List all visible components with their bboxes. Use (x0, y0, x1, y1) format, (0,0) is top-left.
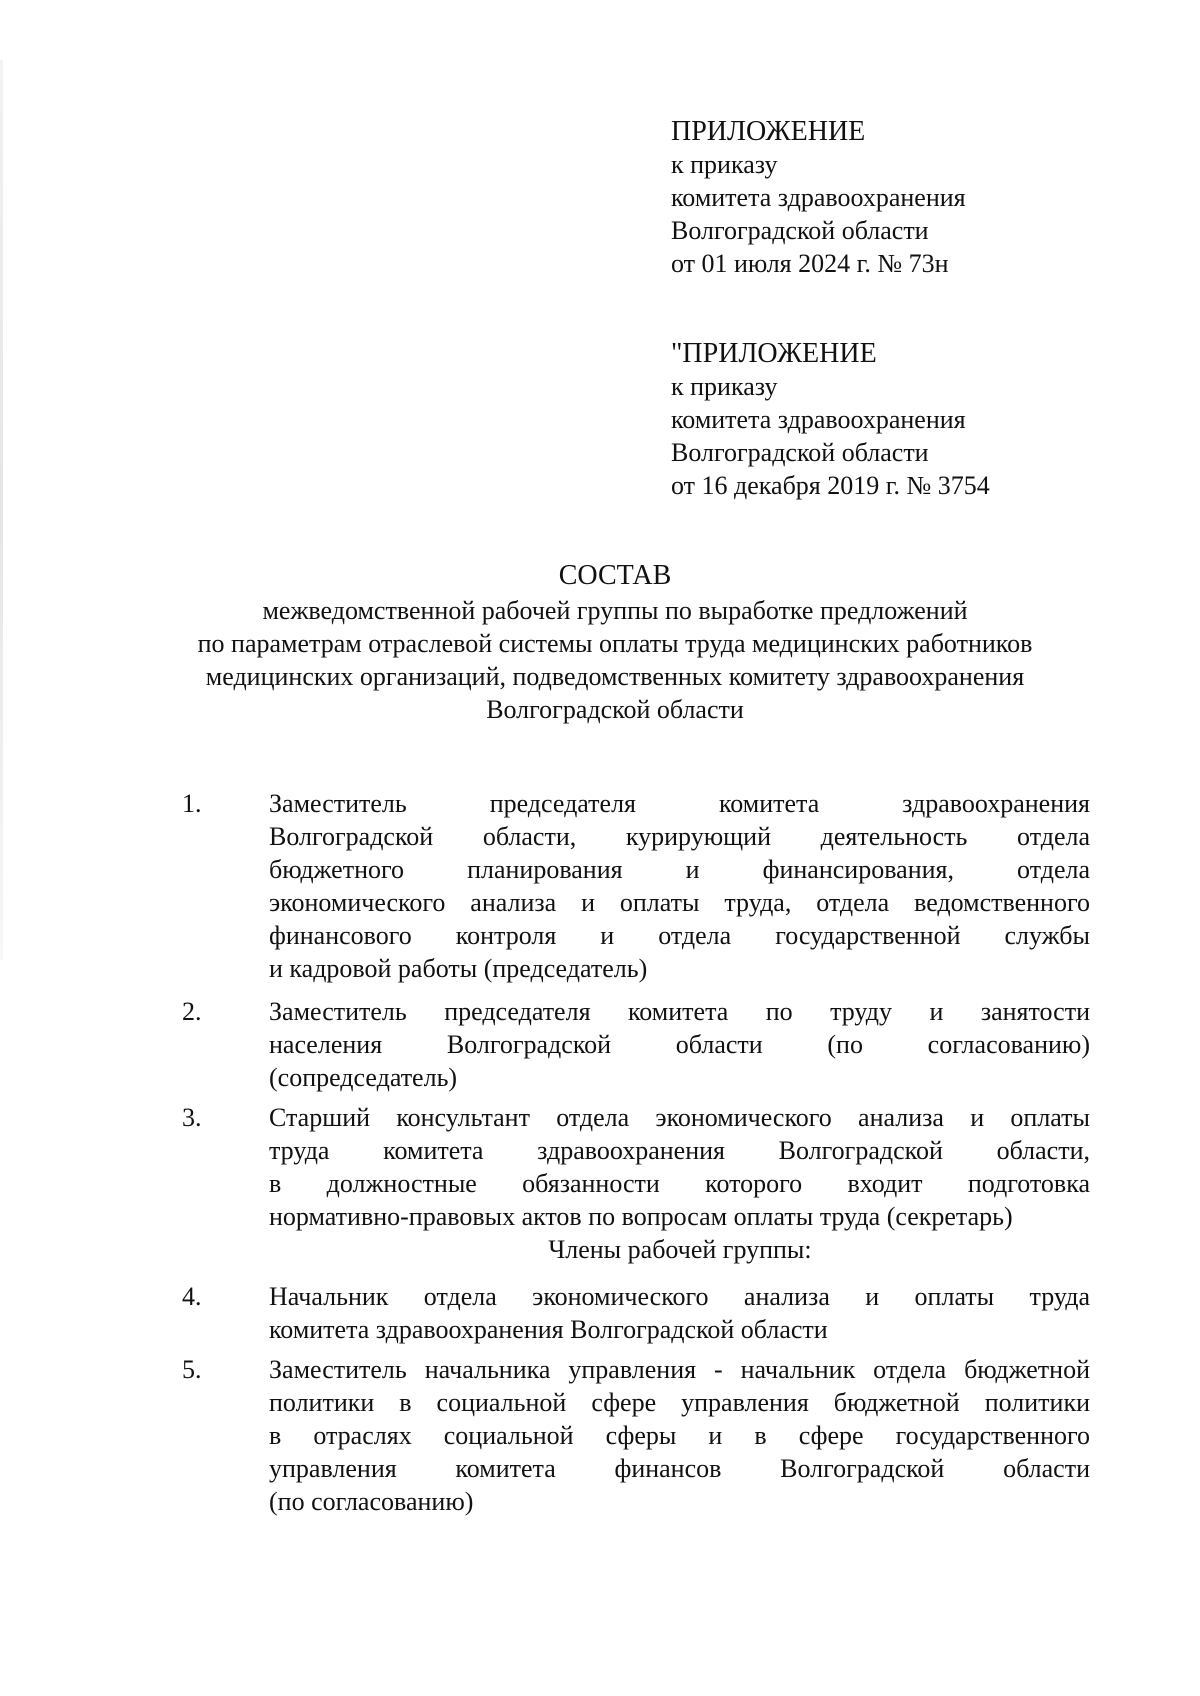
appendix-current-header (671, 115, 1131, 280)
list-item-line: комитета здравоохранения Волгоградской области (269, 1315, 828, 1344)
document-title-block (120, 558, 1110, 726)
list-item-line: в отраслях социальной сферы и в сфере государственного (269, 1421, 1090, 1450)
list-item-line: бюджетного планирования и финансирования, отдела (269, 855, 1090, 884)
list-item-number: 1. (182, 789, 202, 818)
list-item-line: управления комитета финансов Волгоградской области (269, 1454, 1090, 1483)
list-item-line: Волгоградской области, курирующий деятельность отдела (269, 822, 1090, 851)
list-item-number: 2. (182, 997, 202, 1026)
appendix-line: комитета здравоохранения (671, 183, 966, 212)
list-item-line: нормативно-правовых актов по вопросам оплаты труда (секретарь) (269, 1202, 1013, 1231)
document-subtitle-line: Волгоградской области (486, 695, 744, 724)
list-item-text (269, 995, 1090, 1094)
list-item-line: труда комитета здравоохранения Волгоградской области, (269, 1136, 1090, 1165)
list-item-line: и кадровой работы (председатель) (269, 954, 648, 983)
list-item-line: Заместитель председателя комитета по труду и занятости (269, 997, 1090, 1026)
list-item-text (269, 1280, 1090, 1346)
list-item-line: в должностные обязанности которого входит подготовка (269, 1169, 1090, 1198)
section-label-members: Члены рабочей группы: (548, 1235, 812, 1264)
list-item-line: Заместитель начальника управления - начальник отдела бюджетной (269, 1355, 1090, 1384)
appendix-line: к приказу (671, 372, 778, 401)
list-item-line: финансового контроля и отдела государственной службы (269, 921, 1090, 950)
list-item-number: 3. (182, 1103, 202, 1132)
document-subtitle-line: по параметрам отраслевой системы оплаты труда медицинских работников (197, 629, 1033, 658)
appendix-line: Волгоградской области (671, 216, 929, 245)
list-item-text (269, 1101, 1090, 1233)
appendix-original-header (671, 337, 1131, 502)
appendix-heading: ПРИЛОЖЕНИЕ (671, 116, 866, 147)
document-title: СОСТАВ (558, 560, 672, 591)
appendix-line: к приказу (671, 150, 778, 179)
appendix-date-number: от 01 июля 2024 г. № 73н (671, 249, 949, 278)
list-item-line: Начальник отдела экономического анализа и оплаты труда (269, 1282, 1090, 1311)
list-item-line: (по согласованию) (269, 1487, 474, 1516)
list-item-number: 4. (182, 1282, 202, 1311)
list-item-line: политики в социальной сфере управления бюджетной политики (269, 1388, 1090, 1417)
list-item-line: экономического анализа и оплаты труда, отдела ведомственного (269, 888, 1090, 917)
list-item-line: (сопредседатель) (269, 1063, 458, 1092)
appendix-heading: "ПРИЛОЖЕНИЕ (671, 338, 877, 369)
list-item-line: Старший консультант отдела экономического анализа и оплаты (269, 1103, 1090, 1132)
list-item-text (269, 1353, 1090, 1518)
list-item-line: Заместитель председателя комитета здравоохранения (269, 789, 1090, 818)
appendix-date-number: от 16 декабря 2019 г. № 3754 (671, 471, 990, 500)
scan-edge-shadow (0, 60, 3, 960)
appendix-line: комитета здравоохранения (671, 405, 966, 434)
document-subtitle-line: межведомственной рабочей группы по выработке предложений (262, 596, 968, 625)
list-item-text (269, 787, 1090, 985)
document-subtitle-line: медицинских организаций, подведомственных комитету здравоохранения (205, 662, 1025, 691)
list-item-line: населения Волгоградской области (по согласованию) (269, 1030, 1090, 1059)
list-item-number: 5. (182, 1355, 202, 1384)
appendix-line: Волгоградской области (671, 438, 929, 467)
